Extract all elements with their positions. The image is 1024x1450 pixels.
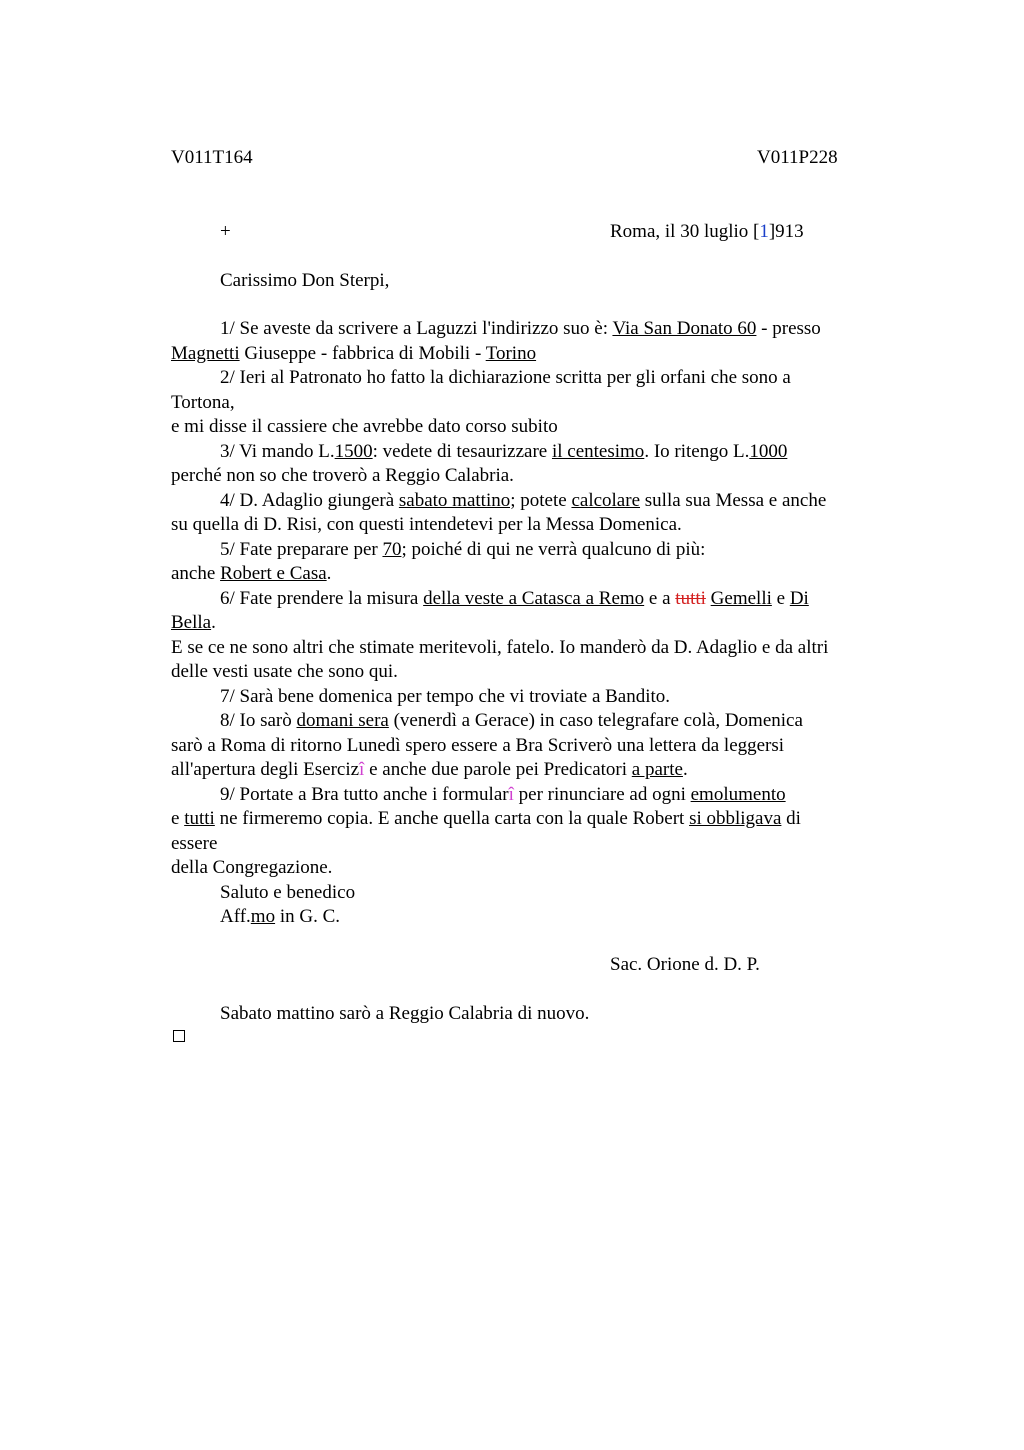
paragraph-6-line-3: E se ce ne sono altri che stimate meritevoli, fatelo. Io manderò da D. Adaglio e da altri — [171, 636, 829, 658]
paragraph-8-line-1: 8/ Io sarò domani sera (venerdì a Gerace) in caso telegrafare colà, Domenica — [220, 710, 803, 731]
paragraph-2-line-2: Tortona, — [171, 391, 235, 413]
end-box-icon — [173, 1030, 185, 1042]
closing-line-1: Saluto e benedico — [220, 881, 356, 903]
paragraph-5-line-2: anche Robert e Casa. — [171, 563, 332, 584]
paragraph-9-line-4: della Congregazione. — [171, 857, 333, 878]
date-suffix: ]913 — [768, 221, 804, 242]
closing-line-2: Aff.mo in G. C. — [220, 906, 341, 927]
paragraph-6-line-4: delle vesti usate che sono qui. — [171, 661, 398, 682]
circumflex-mark: î — [508, 783, 514, 805]
date-bracket-digit: 1 — [759, 221, 769, 242]
paragraph-6-line-1: 6/ Fate prendere la misura della veste a Catasca a Remo e a tutti Gemelli e Di — [220, 587, 809, 609]
deleted-word: tutti — [675, 587, 706, 609]
paragraph-9-line-2: e tutti ne firmeremo copia. E anche quella carta con la quale Robert si obbligava di — [171, 808, 801, 829]
paragraph-8-line-3: all'apertura degli Esercizî e anche due parole pei Predicatori a parte. — [171, 759, 688, 780]
greeting: Carissimo Don Sterpi, — [220, 270, 390, 291]
paragraph-8-line-2: sarò a Roma di ritorno Lunedì spero essere a Bra Scriverò una lettera da leggersi — [171, 734, 785, 756]
paragraph-7-line-1: 7/ Sarà bene domenica per tempo che vi troviate a Bandito. — [220, 685, 671, 707]
paragraph-1-line-2: Magnetti Giuseppe - fabbrica di Mobili - Torino — [171, 342, 537, 364]
paragraph-5-line-1: 5/ Fate preparare per 70; poiché di qui ne verrà qualcuno di più: — [220, 538, 706, 560]
postscript: Sabato mattino sarò a Reggio Calabria di nuovo. — [220, 1003, 590, 1024]
date-prefix: Roma, il 30 luglio [ — [610, 221, 760, 242]
paragraph-9-line-3: essere — [171, 832, 218, 854]
header-right-code: V011P228 — [757, 147, 838, 168]
paragraph-2-line-3: e mi disse il cassiere che avrebbe dato corso subito — [171, 416, 558, 437]
header-left-code: V011T164 — [171, 147, 253, 168]
paragraph-3-line-1: 3/ Vi mando L.1500: vedete di tesaurizzare il centesimo. Io ritengo L.1000 — [220, 440, 788, 462]
paragraph-9-line-1: 9/ Portate a Bra tutto anche i formularî per rinunciare ad ogni emolumento — [220, 783, 786, 805]
letter-date — [610, 220, 804, 245]
paragraph-3-line-2: perché non so che troverò a Reggio Calabria. — [171, 465, 514, 486]
cross-mark: + — [220, 221, 231, 242]
paragraph-4-line-2: su quella di D. Risi, con questi intendetevi per la Messa Domenica. — [171, 514, 682, 535]
circumflex-mark: î — [359, 759, 365, 780]
signature: Sac. Orione d. D. P. — [610, 954, 760, 975]
paragraph-2-line-1: 2/ Ieri al Patronato ho fatto la dichiarazione scritta per gli orfani che sono a — [220, 367, 791, 388]
paragraph-1-line-1: 1/ Se aveste da scrivere a Laguzzi l'indirizzo suo è: Via San Donato 60 - presso — [220, 318, 821, 339]
letter-body — [171, 317, 891, 930]
paragraph-4-line-1: 4/ D. Adaglio giungerà sabato mattino; potete calcolare sulla sua Messa e anche — [220, 489, 827, 511]
paragraph-6-line-2: Bella. — [171, 612, 216, 633]
